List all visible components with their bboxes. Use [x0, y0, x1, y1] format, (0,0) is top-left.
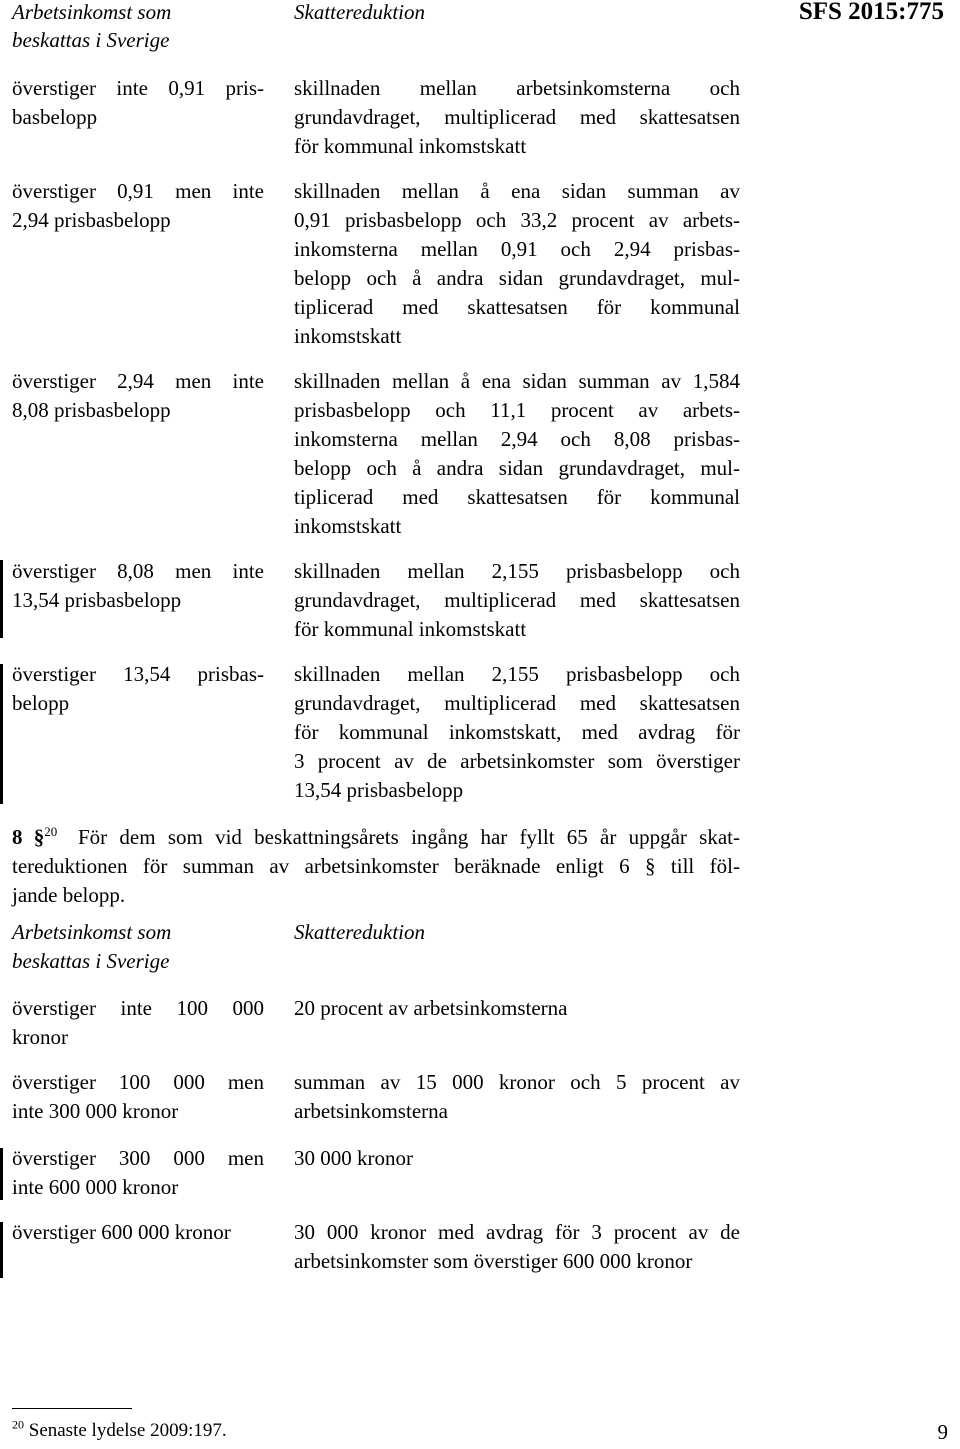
change-bar [0, 1222, 3, 1278]
footnote-divider [12, 1408, 132, 1409]
row-reduction-line: skillnaden mellan arbetsinkomsterna och [294, 76, 740, 100]
footnote-reference: 20 [44, 824, 58, 839]
row-reduction-line: grundavdraget, multiplicerad med skattesatsen [294, 691, 740, 715]
section-heading [12, 823, 57, 852]
row-reduction-line: 3 procent av de arbetsinkomster som överstiger [294, 749, 740, 773]
row-income-line: överstiger 300 000 men [12, 1146, 264, 1170]
row-income-line: belopp [12, 691, 70, 715]
row-income-line: överstiger 8,08 men inte [12, 559, 264, 583]
section-number: 8 [12, 825, 23, 849]
column-header-income-line2: beskattas i Sverige [12, 949, 170, 973]
row-reduction-line: 30 000 kronor [294, 1146, 413, 1170]
section-text-line: För dem som vid beskattningsårets ingång har fyllt 65 år uppgår skat- [78, 825, 740, 849]
page-number: 9 [937, 1420, 948, 1444]
row-reduction-line: inkomsterna mellan 0,91 och 2,94 prisbas- [294, 237, 740, 261]
column-header-reduction: Skattereduktion [294, 920, 426, 944]
row-reduction-line: 13,54 prisbasbelopp [294, 778, 464, 802]
row-reduction-line: arbetsinkomster som överstiger 600 000 kronor [294, 1249, 693, 1273]
row-reduction-line: inkomsterna mellan 2,94 och 8,08 prisbas- [294, 427, 740, 451]
section-text-line: tereduktionen för summan av arbetsinkomster beräknade enligt 6 § till föl- [12, 854, 740, 878]
column-header-income-line2: beskattas i Sverige [12, 28, 170, 52]
row-reduction-line: skillnaden mellan å ena sidan summan av 1,584 [294, 369, 740, 393]
row-reduction-line: 0,91 prisbasbelopp och 33,2 procent av arbets- [294, 208, 740, 232]
row-reduction-line: inkomstskatt [294, 324, 402, 348]
row-reduction-line: skillnaden mellan 2,155 prisbasbelopp och [294, 662, 740, 686]
section-text-line: jande belopp. [12, 883, 126, 907]
row-reduction-line: grundavdraget, multiplicerad med skattesatsen [294, 105, 740, 129]
column-header-income-line1: Arbetsinkomst som [12, 0, 172, 24]
row-income-line: överstiger 0,91 men inte [12, 179, 264, 203]
row-reduction-line: inkomstskatt [294, 514, 402, 538]
footnote [12, 1417, 227, 1442]
row-reduction-line: skillnaden mellan 2,155 prisbasbelopp och [294, 559, 740, 583]
row-reduction-line: skillnaden mellan å ena sidan summan av [294, 179, 740, 203]
row-reduction-line: 20 procent av arbetsinkomsterna [294, 996, 568, 1020]
row-income-line: inte 600 000 kronor [12, 1175, 179, 1199]
row-reduction-line: grundavdraget, multiplicerad med skattesatsen [294, 588, 740, 612]
row-income-line: överstiger 2,94 men inte [12, 369, 264, 393]
column-header-reduction: Skattereduktion [294, 0, 426, 24]
row-reduction-line: prisbasbelopp och 11,1 procent av arbets- [294, 398, 740, 422]
footnote-text: Senaste lydelse 2009:197. [28, 1420, 227, 1441]
row-reduction-line: för kommunal inkomstskatt, med avdrag för [294, 720, 740, 744]
change-bar [0, 560, 3, 638]
row-reduction-line: belopp och å andra sidan grundavdraget, mul- [294, 456, 740, 480]
row-reduction-line: för kommunal inkomstskatt [294, 134, 527, 158]
footnote-number: 20 [12, 1417, 24, 1432]
row-income-line: 8,08 prisbasbelopp [12, 398, 171, 422]
row-income-line: överstiger 600 000 kronor [12, 1220, 231, 1244]
row-reduction-line: tiplicerad med skattesatsen för kommunal [294, 485, 740, 509]
row-income-line: överstiger 100 000 men [12, 1070, 264, 1094]
row-income-line: 13,54 prisbasbelopp [12, 588, 182, 612]
row-income-line: överstiger inte 0,91 pris- [12, 76, 264, 100]
row-income-line: överstiger 13,54 prisbas- [12, 662, 264, 686]
column-header-income-line1: Arbetsinkomst som [12, 920, 172, 944]
section-sign: § [33, 825, 45, 849]
row-income-line: överstiger inte 100 000 [12, 996, 264, 1020]
row-reduction-line: arbetsinkomsterna [294, 1099, 448, 1123]
change-bar [0, 664, 3, 804]
row-reduction-line: 30 000 kronor med avdrag för 3 procent av de [294, 1220, 740, 1244]
row-income-line: 2,94 prisbasbelopp [12, 208, 171, 232]
row-income-line: inte 300 000 kronor [12, 1099, 179, 1123]
sfs-number: SFS 2015:775 [798, 0, 944, 25]
row-reduction-line: tiplicerad med skattesatsen för kommunal [294, 295, 740, 319]
row-reduction-line: för kommunal inkomstskatt [294, 617, 527, 641]
row-income-line: kronor [12, 1025, 68, 1049]
change-bar [0, 1148, 3, 1200]
row-reduction-line: belopp och å andra sidan grundavdraget, mul- [294, 266, 740, 290]
row-income-line: basbelopp [12, 105, 98, 129]
row-reduction-line: summan av 15 000 kronor och 5 procent av [294, 1070, 740, 1094]
